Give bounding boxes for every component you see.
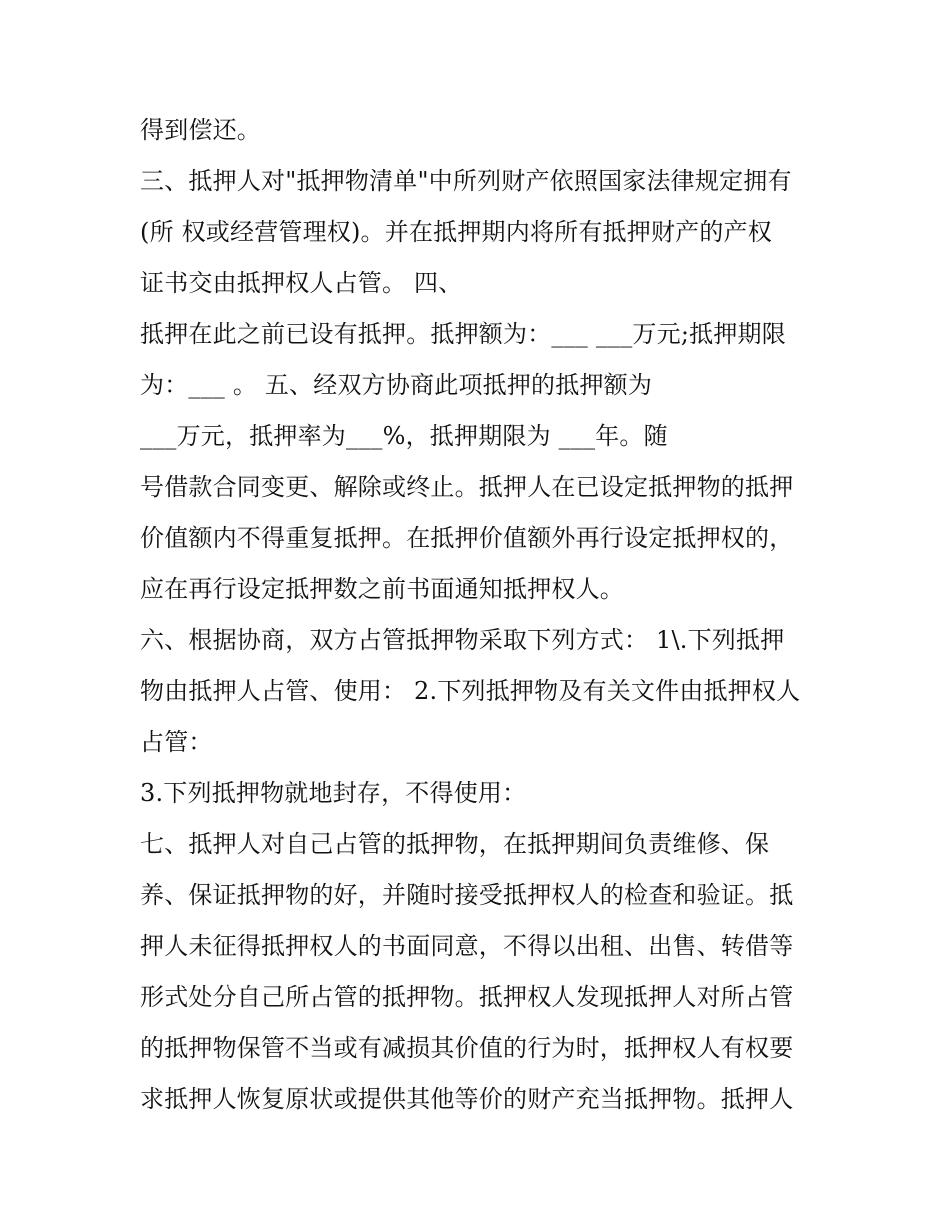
text-line: 的抵押物保管不当或有减损其价值的行为时，抵押权人有权要 xyxy=(140,1034,794,1062)
text-line: 抵押在此之前已设有抵押。抵押额为：___ ___万元;抵押期限 xyxy=(140,320,786,348)
text-line: 价值额内不得重复抵押。在抵押价值额外再行设定抵押权的， xyxy=(140,524,794,552)
text-line: 3.下列抵押物就地封存，不得使用： xyxy=(140,779,527,807)
text-line: 形式处分自己所占管的抵押物。抵押权人发现抵押人对所占管 xyxy=(140,983,794,1011)
text-line: 占管： xyxy=(140,728,213,756)
text-line: ___万元，抵押率为___%，抵押期限为 ___年。随 xyxy=(140,422,668,450)
text-line: (所 权或经营管理权)。并在抵押期内将所有抵押财产的产权 xyxy=(140,218,772,246)
text-line: 三、抵押人对"抵押物清单"中所列财产依照国家法律规定拥有 xyxy=(140,167,792,195)
text-line: 号借款合同变更、解除或终止。抵押人在已设定抵押物的抵押 xyxy=(140,473,794,501)
text-line: 应在再行设定抵押数之前书面通知抵押权人。 xyxy=(140,575,624,603)
text-line: 养、保证抵押物的好，并随时接受抵押权人的检查和验证。抵 xyxy=(140,881,794,909)
text-line: 押人未征得抵押权人的书面同意，不得以出租、出售、转借等 xyxy=(140,932,794,960)
text-line: 证书交由抵押权人占管。 四、 xyxy=(140,269,463,297)
text-line: 七、抵押人对自己占管的抵押物，在抵押期间负责维修、保 xyxy=(140,830,770,858)
text-line: 六、根据协商，双方占管抵押物采取下列方式： 1\.下列抵押 xyxy=(140,626,785,654)
text-line: 求抵押人恢复原状或提供其他等价的财产充当抵押物。抵押人 xyxy=(140,1085,794,1113)
text-line: 物由抵押人占管、使用： 2.下列抵押物及有关文件由抵押权人 xyxy=(140,677,801,705)
text-line: 得到偿还。 xyxy=(140,116,261,144)
text-line: 为：___ 。 五、经双方协商此项抵押的抵押额为 xyxy=(140,371,653,399)
